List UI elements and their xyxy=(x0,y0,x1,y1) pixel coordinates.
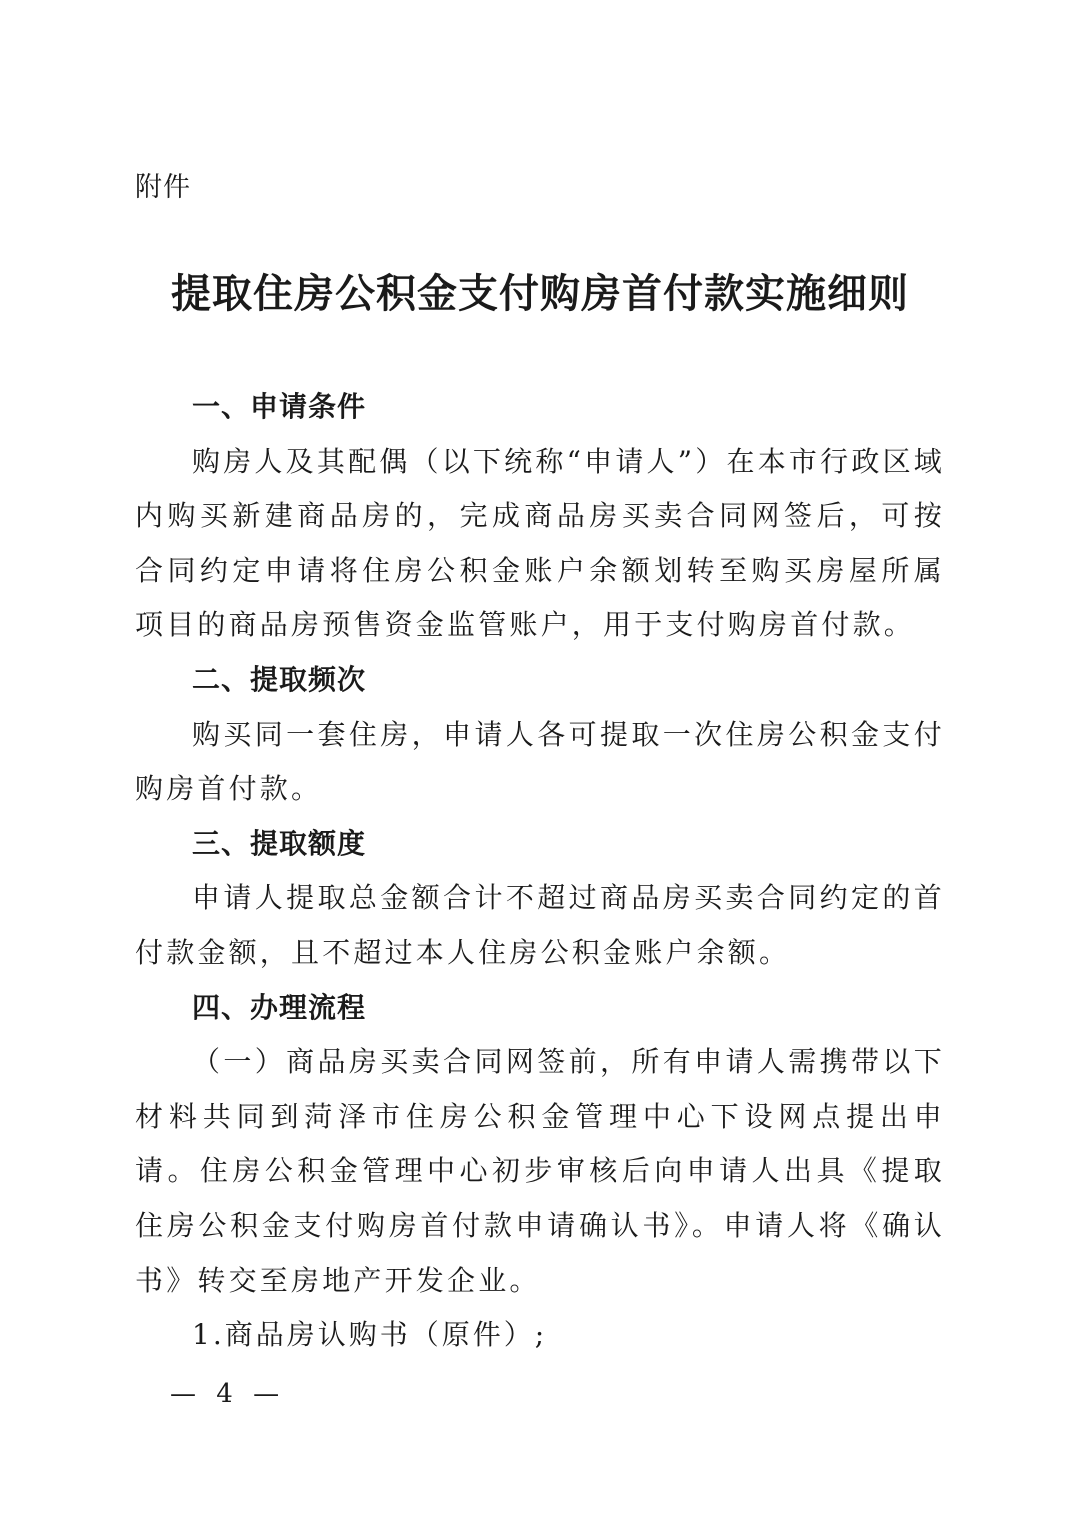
section-heading-procedure: 四、办理流程 xyxy=(192,990,367,1024)
section-paragraph-procedure: （一）商品房买卖合同网签前，所有申请人需携带以下材料共同到菏泽市住房公积金管理中心下设网点提出申请。住房公积金管理中心初步审核后向申请人出具《提取住房公积金支付购房首付款申请确认书》。申请人将《确认书》转交至房地产开发企业。 xyxy=(135,1045,945,1297)
page-number: — 4 — xyxy=(170,1379,286,1409)
section-paragraph-frequency: 购买同一套住房，申请人各可提取一次住房公积金支付购房首付款。 xyxy=(135,717,945,806)
section-paragraph-amount: 申请人提取总金额合计不超过商品房买卖合同约定的首付款金额，且不超过本人住房公积金账户余额。 xyxy=(135,881,945,969)
section-heading-frequency: 二、提取频次 xyxy=(192,662,367,696)
section-heading-amount: 三、提取额度 xyxy=(192,826,367,860)
section-heading-conditions: 一、申请条件 xyxy=(192,390,367,423)
attachment-label: 附件 xyxy=(135,172,191,203)
section-paragraph-conditions: 购房人及其配偶（以下统称“申请人”）在本市行政区域内购买新建商品房的，完成商品房买卖合同网签后，可按合同约定申请将住房公积金账户余额划转至购买房屋所属项目的商品房预售资金监管账户，用于支付购房首付款。 xyxy=(135,444,945,642)
document-body xyxy=(135,380,945,1363)
document-title: 提取住房公积金支付购房首付款实施细则 xyxy=(171,271,909,317)
list-item: 1.商品房认购书（原件）; xyxy=(192,1318,548,1352)
